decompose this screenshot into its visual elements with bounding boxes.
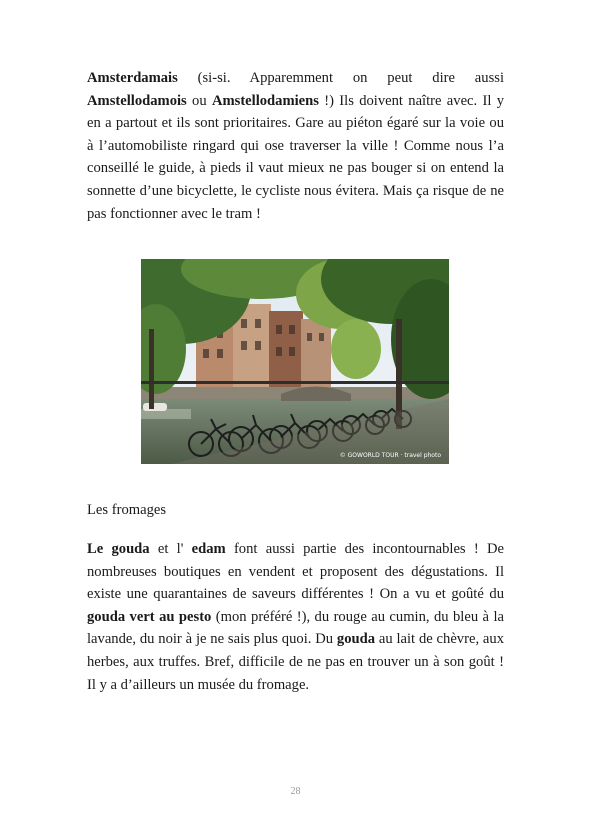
bold-term: Amstellodamois [87,92,187,109]
text-run: (si-si. Apparemment on peut dire aussi [177,70,504,86]
page-number: 28 [290,786,301,797]
text-run: font aussi partie des incontournables ! De nombreuses boutiques en vendent et proposent des dégustations. Il existe une quarantaines de saveurs différentes ! On a vu et goûté du [87,541,505,603]
section-heading: Les fromages [87,502,167,518]
text-run: et l' [149,541,192,557]
text-run: (mon préféré !), du rouge au cumin, du bleu à la lavande, du noir à je ne sais plus quoi. Du [87,608,504,648]
canal-bicycles-photo [141,259,449,464]
bold-term: Amstellodamiens [211,92,319,109]
paragraph-cheese [87,538,504,696]
text-run: ou [186,92,212,109]
bold-term: Le gouda [87,541,150,557]
bold-term: Amsterdamais [87,70,178,86]
photo-credit: © GOWORLD TOUR · travel photo [339,452,441,459]
bold-term: edam [191,541,226,557]
text-run: au lait de chèvre, aux herbes, aux truffes. Bref, difficile de ne pas en trouver un à son goût ! Il y a d’ailleurs un musée du fromage. [87,631,504,693]
bold-term: gouda [336,631,376,648]
bold-term: gouda vert au pesto [87,608,212,625]
text-run: !) Ils doivent naître avec. Il y en a partout et ils sont prioritaires. Gare au piéton égaré sur la voie ou à l’automobiliste ringard qui ose traverser la ville ! Comme nous l’a conseillé le guide, à pieds il vaut mieux ne pas bouger si on entend la sonnette d’une bicyclette, le cycliste nous évitera. Mais ça risque de ne pas fonctionner avec le tram ! [87,92,504,222]
paragraph-bicycles [87,67,504,225]
